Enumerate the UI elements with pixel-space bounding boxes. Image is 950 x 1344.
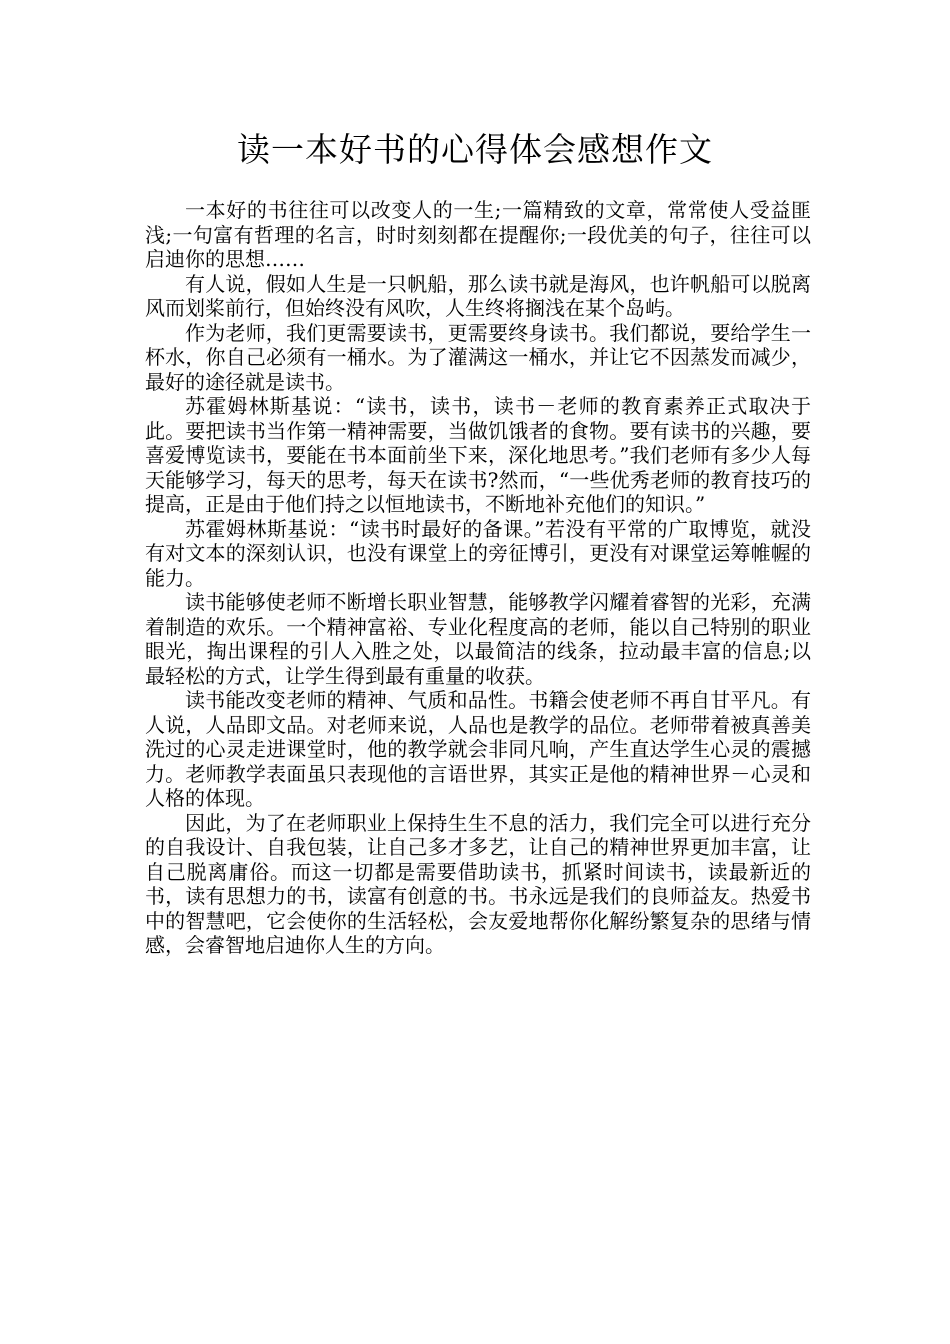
paragraph-5: 苏霍姆林斯基说：“读书时最好的备课。”若没有平常的广取博览，就没有对文本的深刻认识，也没有课堂上的旁征博引，更没有对课堂运筹帷幄的能力。 [145,516,811,590]
page-title: 读一本好书的心得体会感想作文 [237,130,713,169]
paragraph-8: 因此，为了在老师职业上保持生生不息的活力，我们完全可以进行充分的自我设计、自我包装，让自己多才多艺，让自己的精神世界更加丰富，让自己脱离庸俗。而这一切都是需要借助读书，抓紧时间读书，读最新近的书，读有思想力的书，读富有创意的书。书永远是我们的良师益友。热爱书中的智慧吧，它会使你的生活轻松，会友爱地帮你化解纷繁复杂的思绪与情感，会睿智地启迪你人生的方向。 [145,810,811,957]
article-body [145,198,811,958]
paragraph-4: 苏霍姆林斯基说：“读书，读书，读书－老师的教育素养正式取决于此。要把读书当作第一精神需要，当做饥饿者的食物。要有读书的兴趣，要喜爱博览读书，要能在书本面前坐下来，深化地思考。”我们老师有多少人每天能够学习，每天的思考，每天在读书?然而，“一些优秀老师的教育技巧的提高，正是由于他们持之以恒地读书，不断地补充他们的知识。” [145,394,811,516]
paragraph-7: 读书能改变老师的精神、气质和品性。书籍会使老师不再自甘平凡。有人说，人品即文品。对老师来说，人品也是教学的品位。老师带着被真善美洗过的心灵走进课堂时，他的教学就会非同凡响，产生直达学生心灵的震撼力。老师教学表面虽只表现他的言语世界，其实正是他的精神世界－心灵和人格的体现。 [145,688,811,810]
paragraph-6: 读书能够使老师不断增长职业智慧，能够教学闪耀着睿智的光彩，充满着制造的欢乐。一个精神富裕、专业化程度高的老师，能以自己特别的职业眼光，掏出课程的引人入胜之处，以最简洁的线条，拉动最丰富的信息;以最轻松的方式，让学生得到最有重量的收获。 [145,590,811,688]
paragraph-1: 一本好的书往往可以改变人的一生;一篇精致的文章，常常使人受益匪浅;一句富有哲理的名言，时时刻刻都在提醒你;一段优美的句子，往往可以启迪你的思想…… [145,198,811,271]
paragraph-3: 作为老师，我们更需要读书，更需要终身读书。我们都说，要给学生一杯水，你自己必须有一桶水。为了灌满这一桶水，并让它不因蒸发而减少，最好的途径就是读书。 [145,320,811,394]
paragraph-2: 有人说，假如人生是一只帆船，那么读书就是海风，也许帆船可以脱离风而划桨前行，但始终没有风吹，人生终将搁浅在某个岛屿。 [145,271,811,320]
